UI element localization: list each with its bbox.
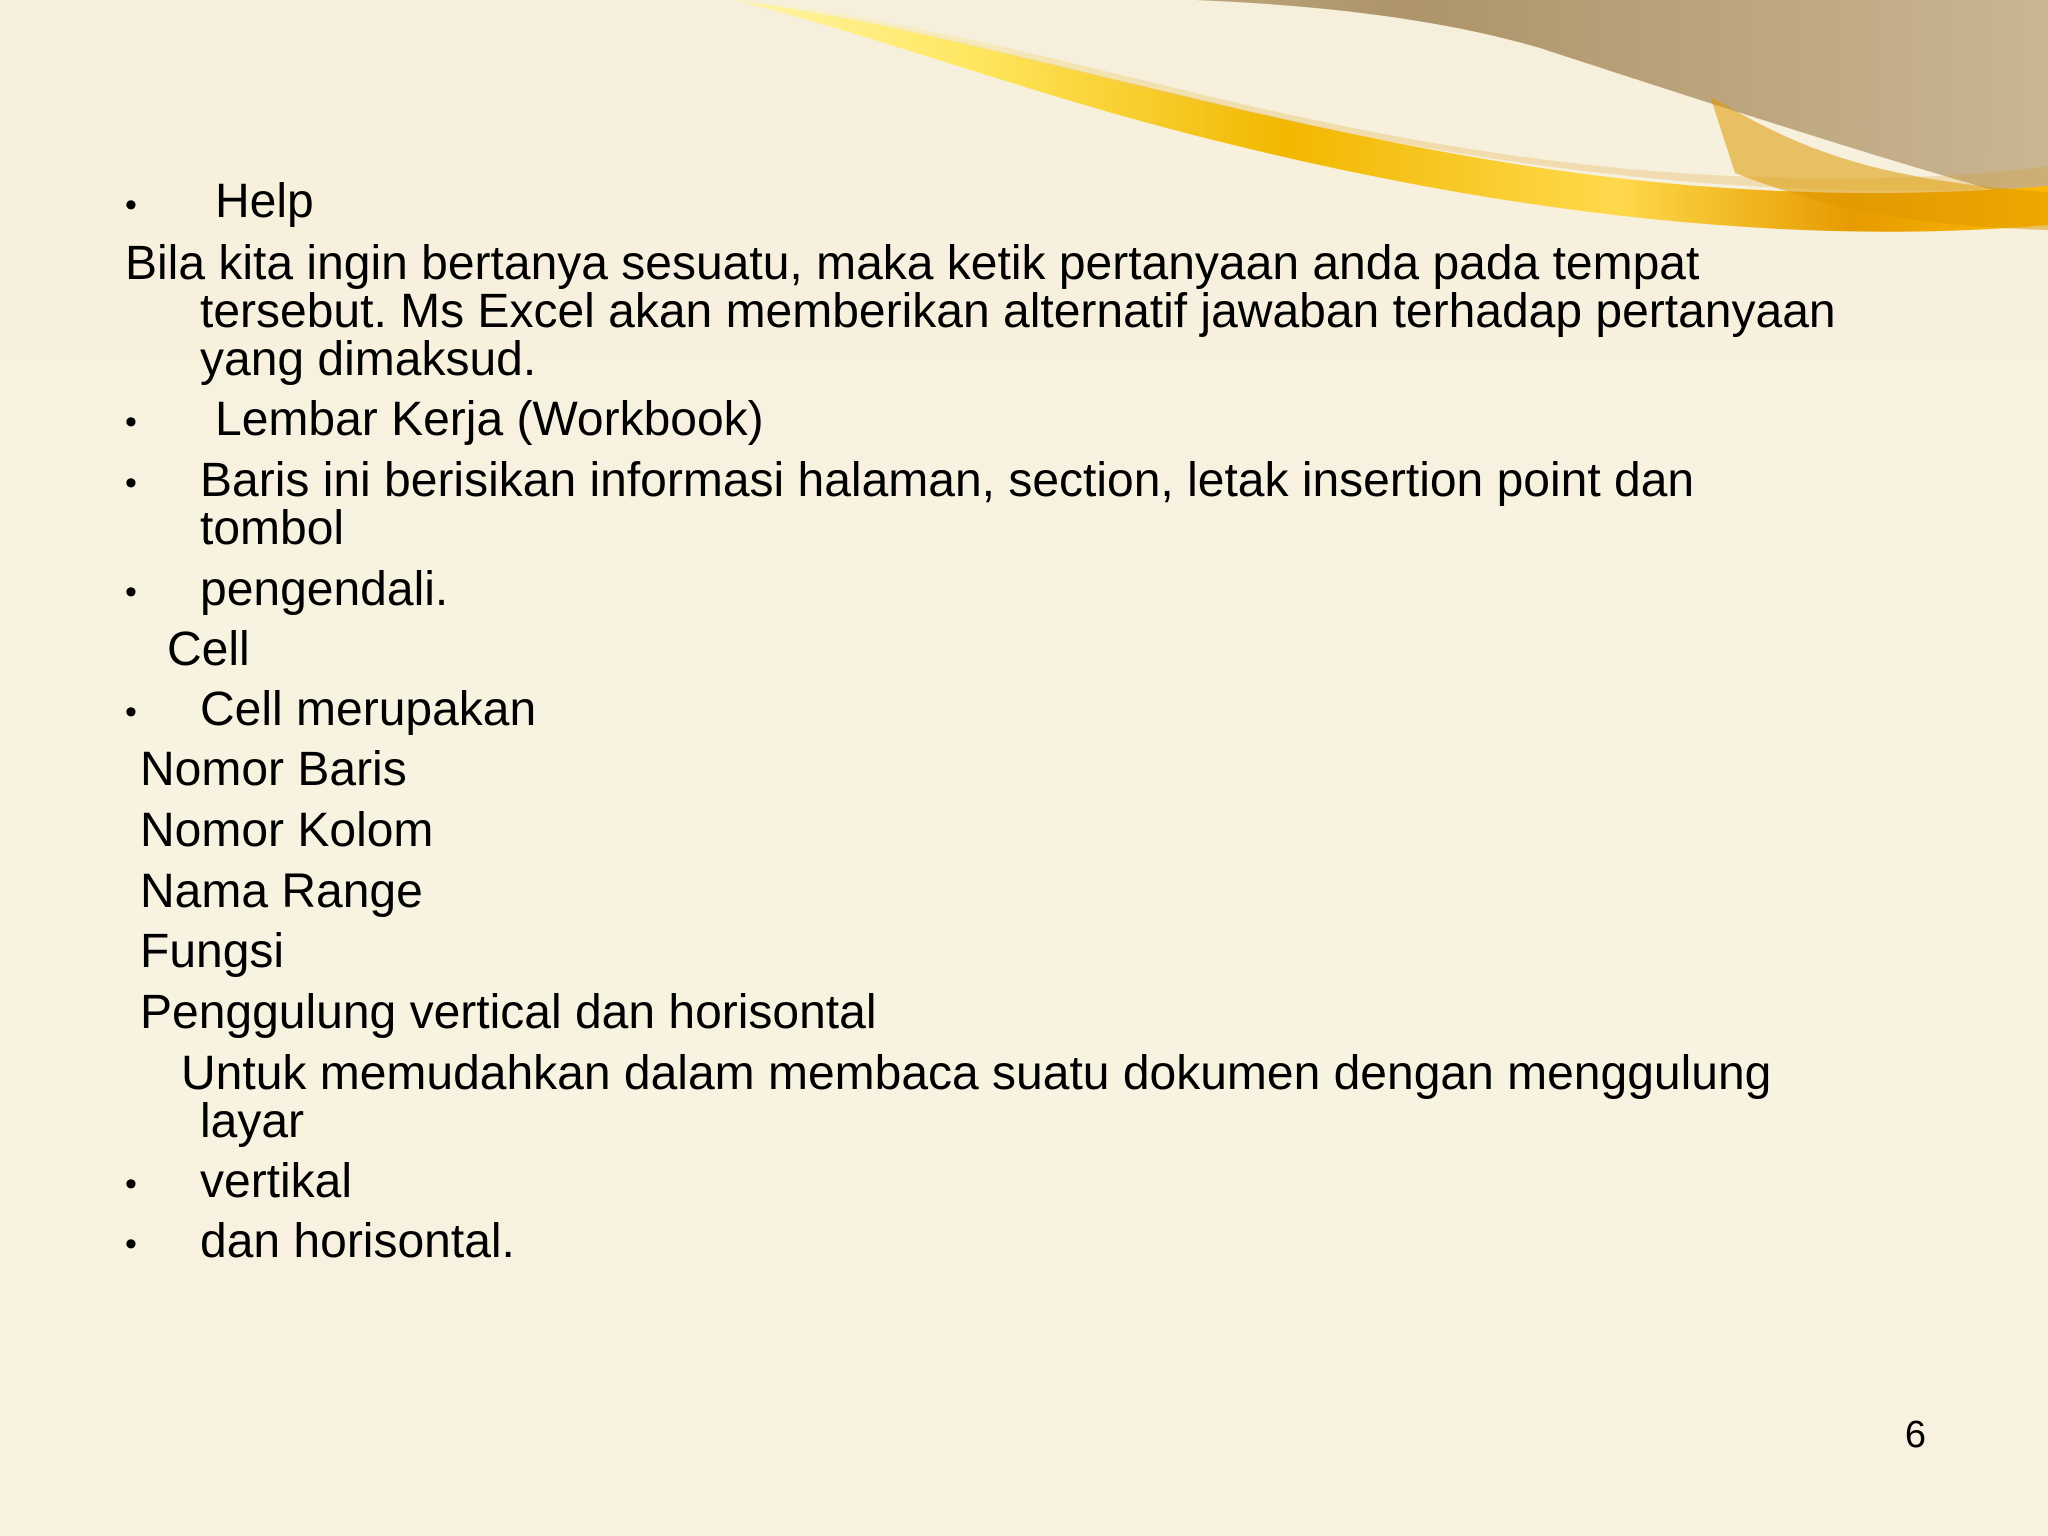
item-cell-heading: Cell <box>167 623 250 676</box>
item-scrollbars: Penggulung vertical dan horisontal <box>140 986 877 1039</box>
item-cell-definition: Cell merupakan <box>200 683 537 736</box>
bullet-workbook: • <box>125 403 137 441</box>
row-info-line-1: Baris ini berisikan informasi halaman, section, letak insertion point dan <box>200 454 1695 507</box>
bullet-row-info: • <box>125 464 137 502</box>
bullet-help: • <box>125 186 137 224</box>
item-controller: pengendali. <box>200 563 449 616</box>
page-number: 6 <box>1904 1414 1926 1456</box>
scroll-description-line-2: layar <box>200 1095 305 1148</box>
help-description-line-1: Bila kita ingin bertanya sesuatu, maka ketik pertanyaan anda pada tempat <box>125 237 1700 290</box>
item-range-name: Nama Range <box>140 865 423 918</box>
bullet-vertical: • <box>125 1165 137 1203</box>
bullet-cell-definition: • <box>125 693 137 731</box>
item-column-number: Nomor Kolom <box>140 804 434 857</box>
item-workbook: Lembar Kerja (Workbook) <box>215 393 764 446</box>
help-description-line-3: yang dimaksud. <box>200 333 537 386</box>
item-function: Fungsi <box>140 925 285 978</box>
item-row-number: Nomor Baris <box>140 743 407 796</box>
help-description-line-2: tersebut. Ms Excel akan memberikan alternatif jawaban terhadap pertanyaan <box>200 285 1836 338</box>
item-vertical: vertikal <box>200 1155 353 1208</box>
scroll-description-line-1: Untuk memudahkan dalam membaca suatu dokumen dengan menggulung <box>181 1047 1772 1100</box>
bullet-horizontal: • <box>125 1225 137 1263</box>
item-horizontal: dan horisontal. <box>200 1215 515 1268</box>
row-info-line-2: tombol <box>200 502 345 555</box>
item-help: Help <box>215 175 314 228</box>
bullet-controller: • <box>125 573 137 611</box>
